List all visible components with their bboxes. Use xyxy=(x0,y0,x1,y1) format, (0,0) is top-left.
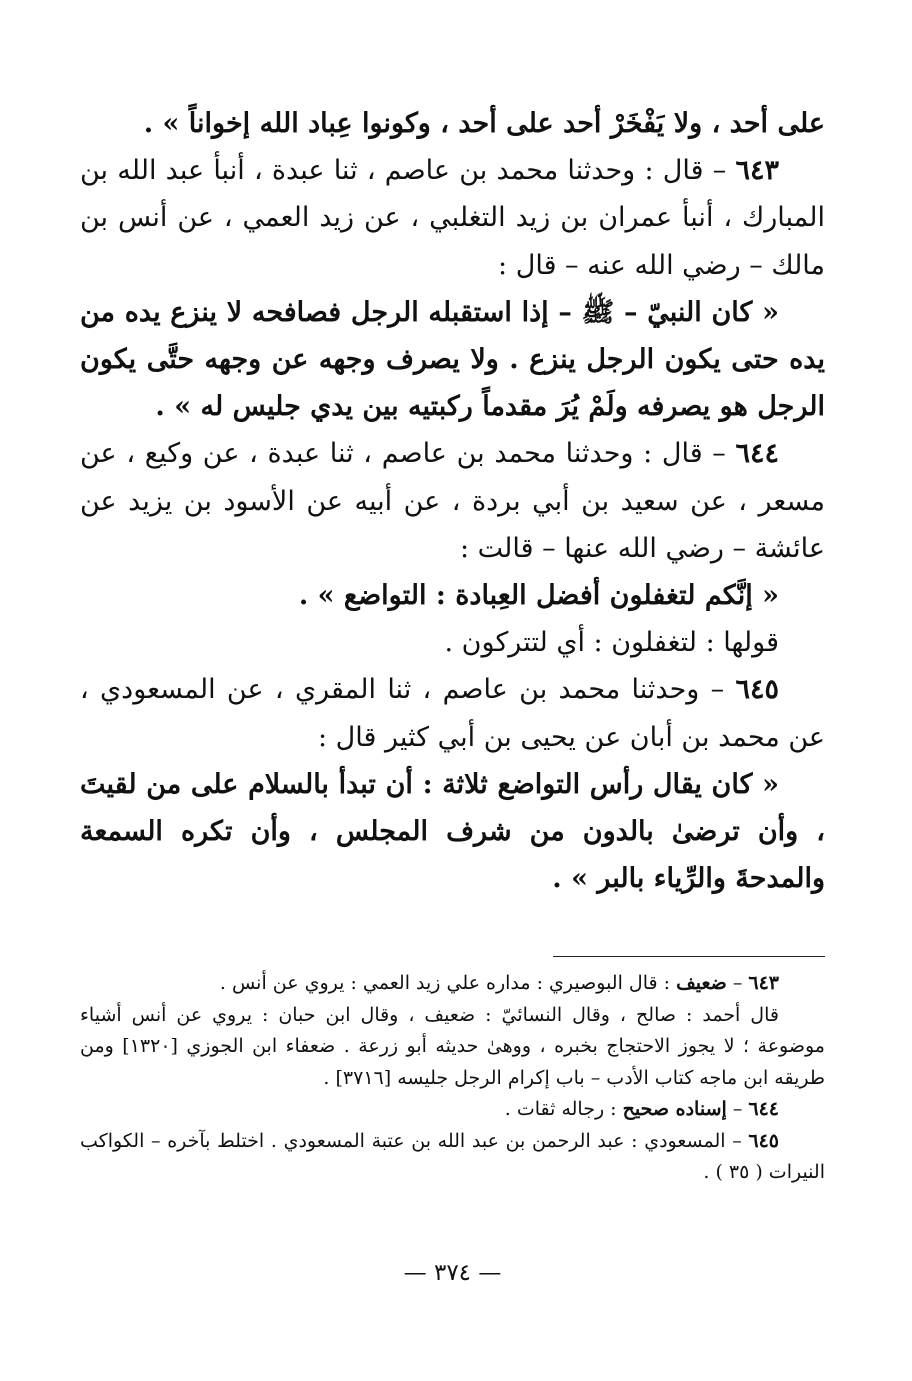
grade-label: ضعيف xyxy=(676,972,727,994)
hadith-644-isnad xyxy=(80,430,825,572)
hadith-643-matn: « كان النبيّ – ﷺ – إذا استقبله الرجل فصافحه لا ينزع يده من يده حتى يكون الرجل ينزع . ولا يصرف وجهه عن وجهه حتَّى يكون الرجل هو يصرفه ولَمْ يُرَ مقدماً ركبتيه بين يدي جليس له » . xyxy=(80,296,825,423)
hadith-644-matn: « إنَّكم لتغفلون أفضل العِبادة : التواضع » . xyxy=(298,580,779,612)
hadith-number: ٦٤٤ xyxy=(735,438,779,470)
isnad-text: – وحدثنا محمد بن عاصم ، ثنا المقري ، عن المسعودي ، عن محمد بن أبان عن يحيى بن أبي كثير قال : xyxy=(80,674,825,753)
footnote-644: ٦٤٤ – إسناده صحيح : رجاله ثقات . xyxy=(504,1098,779,1120)
isnad-text: – قال : وحدثنا محمد بن عاصم ، ثنا عبدة ، عن وكيع ، عن مسعر ، عن سعيد بن أبي بردة ، عن أبيه عن الأسود بن يزيد عن عائشة – رضي الله عنها – قالت : xyxy=(80,438,825,564)
isnad-text: – قال : وحدثنا محمد بن عاصم ، ثنا عبدة ، أنبأ عبد الله بن المبارك ، أنبأ عمران بن زيد التغلبي ، عن زيد العمي ، عن أنس بن مالك – رضي الله عنه – قال : xyxy=(80,155,825,281)
hadith-645-isnad xyxy=(80,666,825,760)
footnote-text: : قال البوصيري : مداره علي زيد العمي : يروي عن أنس . xyxy=(219,972,677,994)
footnote-number: ٦٤٥ xyxy=(748,1129,779,1152)
main-text xyxy=(80,100,825,902)
footnote-divider xyxy=(553,956,825,957)
footnote-643-cont: قال أحمد : صالح ، وقال النسائيّ : ضعيف ، وقال ابن حبان : يروي عن أنس أشياء موضوعة ؛ لا يجوز الاحتجاج بخبره ، ووهىٰ حديثه أبو زرعة . ضعفاء ابن الجوزي [١٣٢٠] ومن طريقه ابن ماجه كتاب الأدب – باب إكرام الرجل جليسه [٣٧١٦] . xyxy=(80,1003,825,1089)
footnote-643: ٦٤٣ – ضعيف : قال البوصيري : مداره علي زيد العمي : يروي عن أنس . xyxy=(219,972,779,994)
hadith-number: ٦٤٥ xyxy=(735,674,779,706)
footnote-text: – المسعودي : عبد الرحمن بن عبد الله بن عتبة المسعودي . اختلط بآخره – الكواكب النيرات ( ٣٥ ) . xyxy=(80,1129,825,1183)
footnotes xyxy=(80,968,825,1189)
footnote-number: ٦٤٣ xyxy=(748,972,779,994)
hadith-642-ending: على أحد ، ولا يَفْخَرْ أحد على أحد ، وكونوا عِباد الله إخواناً » . xyxy=(143,108,825,139)
hadith-644-gloss: قولها : لتغفلون : أي لتتركون . xyxy=(444,627,779,659)
book-page xyxy=(80,100,825,1360)
grade-label: إسناده صحيح xyxy=(622,1098,727,1120)
hadith-number: ٦٤٣ xyxy=(735,155,779,187)
hadith-645-matn: « كان يقال رأس التواضع ثلاثة : أن تبدأ بالسلام على من لقيتَ ، وأن ترضىٰ بالدون من شرف المجلس ، وأن تكره السمعة والمدحةَ والرِّياء بالبر » . xyxy=(80,768,825,895)
footnote-text: : رجاله ثقات . xyxy=(504,1098,623,1120)
footnote-number: ٦٤٤ xyxy=(748,1098,779,1120)
footnote-645 xyxy=(80,1126,825,1189)
hadith-643-isnad xyxy=(80,147,825,289)
page-number: — ٣٧٤ — xyxy=(403,1260,502,1286)
